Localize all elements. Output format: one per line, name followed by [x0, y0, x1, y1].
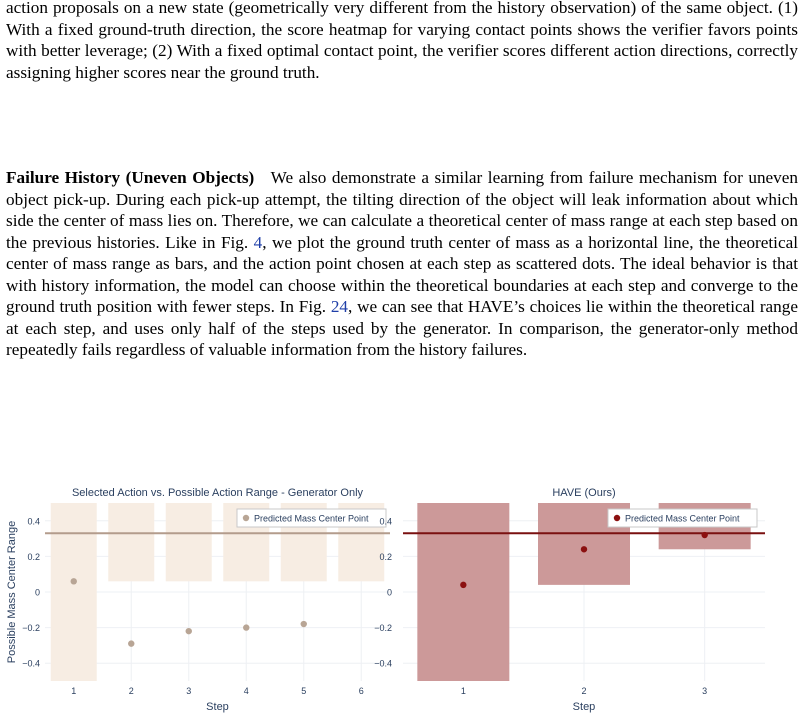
legend-marker: [243, 515, 249, 521]
y-tick-label: 0.2: [27, 551, 40, 562]
chart-panel-1: [6, 487, 390, 713]
predicted-point-step-5: [301, 621, 307, 627]
legend-marker: [614, 515, 620, 521]
section-heading: Failure History (Uneven Objects): [6, 168, 255, 187]
x-axis-label: Step: [572, 701, 596, 713]
y-tick-label: −0.4: [22, 658, 40, 669]
y-tick-label: 0: [386, 587, 392, 598]
paragraph-failure-history: [6, 167, 798, 361]
predicted-point-step-3: [186, 628, 192, 634]
paragraph-text-part3: , we can see that HAVE’s choices lie within the theoretical range at each step, and uses only half of the steps used by the generator. In comparison, the generator-only method repeatedly fails regardless of valuable information from the history failures.: [6, 297, 798, 359]
predicted-point-step-4: [243, 624, 249, 630]
y-tick-label: −0.2: [374, 623, 392, 634]
y-tick-label: 0.4: [379, 516, 392, 527]
legend-label: Predicted Mass Center Point: [625, 513, 740, 524]
x-tick-label: 3: [186, 686, 192, 696]
y-tick-label: 0: [34, 587, 40, 598]
x-tick-label: 3: [702, 686, 708, 696]
y-tick-label: 0.4: [27, 516, 40, 527]
x-tick-label: 2: [128, 686, 134, 696]
figure-ref-4[interactable]: 4: [253, 232, 263, 252]
paragraph-text-part1: We also demonstrate a similar learning from failure mechanism for uneven object pick-up. During each pick-up attempt, the tilting direction of the object will leak information about which side the center of mass lies on. Therefore, we can calculate a theoretical center of mass range at each step based on the previous histories. Like in Fig.: [6, 168, 798, 252]
predicted-point-step-2: [581, 546, 587, 552]
range-bar-step-2: [108, 503, 154, 581]
predicted-point-step-1: [460, 582, 466, 588]
paragraph-intro-text: action proposals on a new state (geometrically very different from the history observation) of the same object. (1) With a fixed ground-truth direction, the score heatmap for varying contact points shows the verifier favors points with better leverage; (2) With a fixed optimal contact point, the verifier scores different action directions, correctly assigning higher scores near the ground truth.: [6, 0, 798, 82]
predicted-point-step-2: [128, 640, 134, 646]
chart-title: Selected Action vs. Possible Action Range - Generator Only: [71, 487, 364, 499]
x-axis-label: Step: [206, 701, 229, 713]
figure-ref-24[interactable]: 24: [330, 297, 348, 316]
x-tick-label: 2: [581, 686, 587, 696]
legend-label: Predicted Mass Center Point: [254, 513, 369, 524]
x-tick-label: 6: [358, 686, 364, 696]
x-tick-label: 4: [243, 686, 249, 696]
x-tick-label: 5: [301, 686, 307, 696]
x-tick-label: 1: [460, 686, 466, 696]
predicted-point-step-3: [701, 532, 707, 538]
chart-panel-2: [374, 487, 765, 713]
y-tick-label: −0.2: [22, 623, 40, 634]
chart-title: HAVE (Ours): [552, 487, 616, 499]
y-tick-label: −0.4: [374, 658, 392, 669]
figure-24: [0, 478, 804, 717]
paragraph-text-part2: , we plot the ground truth center of mass as a horizontal line, the theoretical center of mass range as bars, and the action point chosen at each step as scattered dots. The ideal behavior is that with history information, the model can choose within the theoretical boundaries at each step and converge to the ground truth position with fewer steps. In Fig.: [6, 232, 798, 316]
range-bar-step-3: [166, 503, 212, 581]
range-bar-step-1: [51, 503, 97, 681]
figure-charts: [0, 478, 804, 717]
paragraph-intro: [6, 0, 798, 83]
x-tick-label: 1: [71, 686, 77, 696]
predicted-point-step-1: [71, 578, 77, 584]
y-axis-label: Possible Mass Center Range: [6, 520, 18, 664]
y-tick-label: 0.2: [379, 551, 392, 562]
range-bar-step-1: [417, 503, 509, 681]
